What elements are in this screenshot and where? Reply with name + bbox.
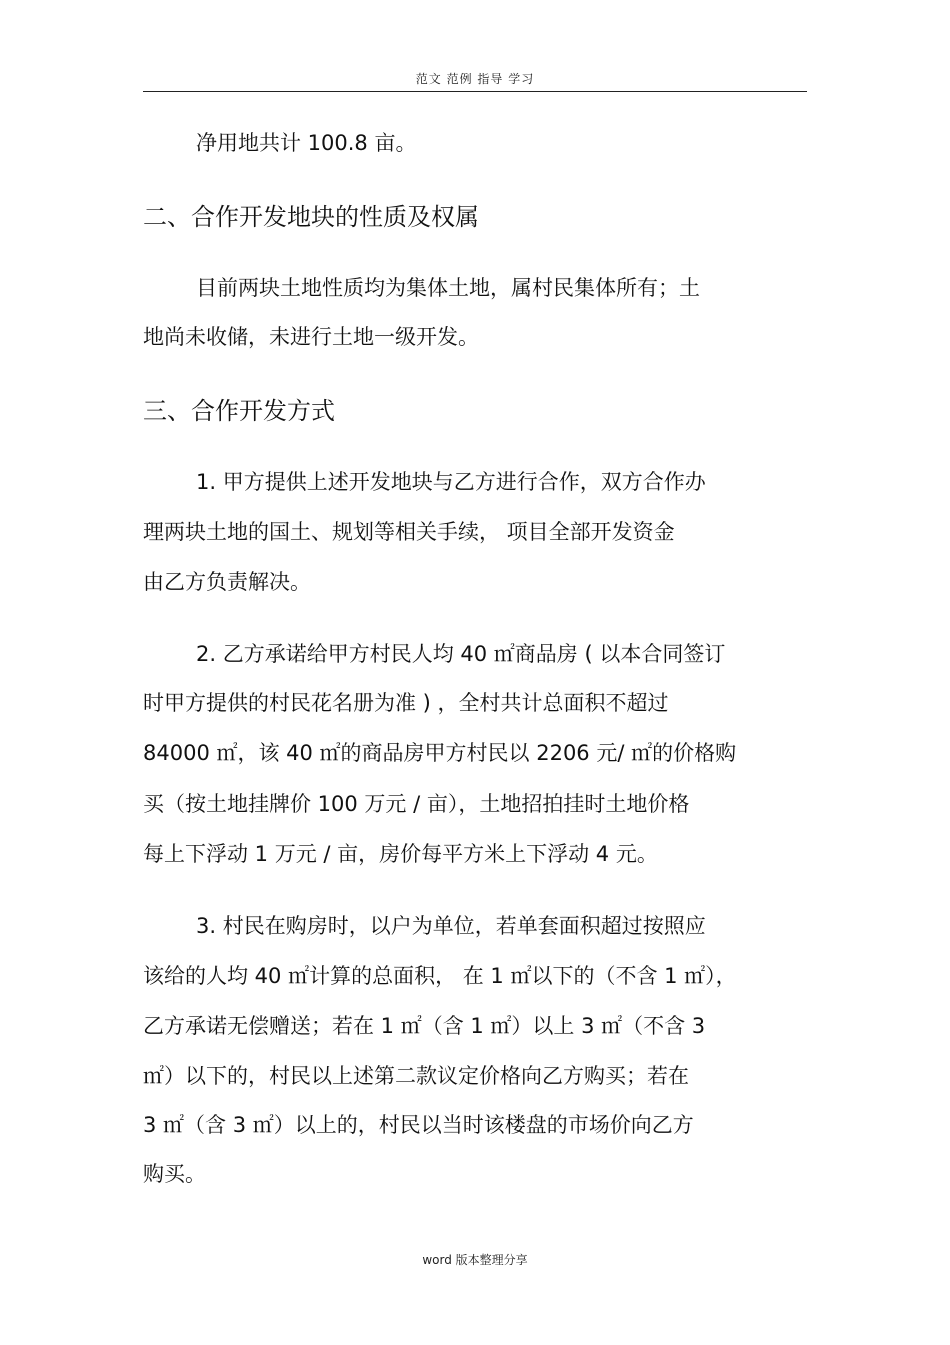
header-divider: [143, 91, 807, 92]
text-line: 买（按土地挂牌价 100 万元 / 亩），土地招拍挂时土地价格: [143, 792, 690, 816]
text-line: 2. 乙方承诺给甲方村民人均 40 ㎡商品房 ( 以本合同签订: [196, 642, 726, 666]
text-line: 净用地共计 100.8 亩。: [196, 131, 417, 155]
text-line: 购买。: [143, 1162, 206, 1186]
text-line: 每上下浮动 1 万元 / 亩，房价每平方米上下浮动 4 元。: [143, 842, 658, 866]
text-line: 乙方承诺无偿赠送；若在 1 ㎡（含 1 ㎡）以上 3 ㎡（不含 3: [143, 1014, 706, 1038]
text-line: 3 ㎡（含 3 ㎡）以上的，村民以当时该楼盘的市场价向乙方: [143, 1113, 694, 1137]
text-line: 地尚未收储，未进行土地一级开发。: [143, 325, 479, 349]
page-header: 范文 范例 指导 学习: [415, 72, 535, 86]
section-heading: 三、合作开发方式: [143, 397, 335, 425]
text-line: ㎡）以下的，村民以上述第二款议定价格向乙方购买；若在: [143, 1064, 689, 1088]
section-heading: 二、合作开发地块的性质及权属: [143, 203, 479, 231]
text-line: 3. 村民在购房时，以户为单位，若单套面积超过按照应: [196, 914, 706, 938]
text-line: 目前两块土地性质均为集体土地，属村民集体所有；土: [196, 276, 700, 300]
text-line: 时甲方提供的村民花名册为准 ) ，全村共计总面积不超过: [143, 691, 669, 715]
text-line: 1. 甲方提供上述开发地块与乙方进行合作，双方合作办: [196, 470, 706, 494]
text-line: 84000 ㎡，该 40 ㎡的商品房甲方村民以 2206 元/ ㎡的价格购: [143, 741, 737, 765]
page-footer: word 版本整理分享: [422, 1253, 528, 1267]
text-line: 该给的人均 40 ㎡计算的总面积， 在 1 ㎡以下的（不含 1 ㎡），: [143, 964, 737, 988]
text-line: 由乙方负责解决。: [143, 570, 311, 594]
text-line: 理两块土地的国土、规划等相关手续， 项目全部开发资金: [143, 520, 675, 544]
